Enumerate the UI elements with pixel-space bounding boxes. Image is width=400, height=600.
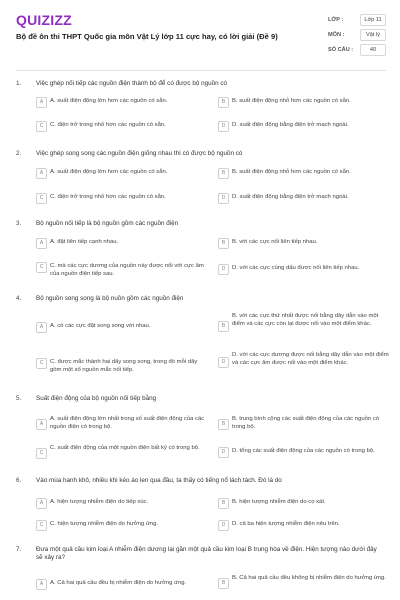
option-letter: B (218, 578, 229, 589)
question-text: Suất điện động của bộ nguồn nối tiếp bằng (36, 395, 157, 402)
option-text: A. đặt liên tiếp cạnh nhau. (50, 239, 119, 245)
option-letter: A (36, 579, 47, 590)
option-letter: D (218, 357, 229, 368)
option-letter: C (36, 520, 47, 531)
question-text: Việc ghép nối tiếp các nguồn điện thành bộ để có được bộ nguồn có (36, 80, 227, 87)
meta-label: MÔN : (328, 32, 345, 38)
option-text: C. suất điện động của một nguồn điện bất kỳ có trong bộ. (50, 445, 200, 451)
question-number: 5. (16, 395, 22, 402)
page-header (0, 0, 400, 70)
option-letter: B (218, 419, 229, 430)
meta-value: Vật lý (360, 29, 386, 41)
option-text: B. suất điện động nhỏ hơn các nguồn có sẵn. (232, 98, 351, 104)
option-letter: D (218, 264, 229, 275)
option-letter: C (36, 193, 47, 204)
option-letter: D (218, 121, 229, 132)
option-letter: C (36, 358, 47, 369)
question-text: Việc ghép song song các nguồn điện giống nhau thì có được bộ nguồn có (36, 150, 243, 157)
option-letter: A (36, 168, 47, 179)
meta-label: LỚP : (328, 17, 344, 23)
option-letter: A (36, 97, 47, 108)
option-letter: A (36, 498, 47, 509)
option-letter: B (218, 238, 229, 249)
option-text: D. suất điện động bằng điện trở mạch ngoài. (232, 122, 349, 128)
option-text: B. suất điện động nhỏ hơn các nguồn có sẵn. (232, 169, 351, 175)
option-letter: B (218, 321, 229, 332)
option-letter: C (36, 121, 47, 132)
option-letter: D (218, 447, 229, 458)
option-text: B. trung bình cộng các suất điện động của các nguồn có trong bộ. (232, 416, 380, 430)
question-text: Vào mùa hanh khô, nhiều khi kéo áo len qua đầu, ta thấy có tiếng nổ lách tách. Đó là do (36, 477, 282, 484)
option-text: B. với các cực thứ nhất được nối bằng dây dẫn vào một điểm và các cực còn lại được nối vào một điểm khác. (232, 313, 379, 327)
option-text: A. có các cực đặt song song với nhau. (50, 323, 151, 329)
option-text: C. điện trở trong nhỏ hơn các nguồn có sẵn. (50, 194, 166, 200)
quizizz-logo: QUIZIZZ (16, 12, 72, 28)
question-number: 4. (16, 295, 22, 302)
option-text: B. Cả hai quả cầu đều không bị nhiễm điện do hưởng ứng. (232, 575, 386, 581)
option-letter: D (218, 520, 229, 531)
option-text: D. với các cực cùng dấu được nối liên tiếp nhau. (232, 265, 360, 271)
meta-label: SỐ CÂU : (328, 47, 354, 53)
option-letter: A (36, 322, 47, 333)
option-text: D. với các cực dương được nối bằng dây dẫn vào một điểm và các cực âm được nối vào một điểm khác. (232, 352, 389, 366)
option-text: D. cả ba hiện tượng nhiễm điện nêu trên. (232, 521, 340, 527)
option-text: A. suất điện động lớn hơn các nguồn có sẵn. (50, 98, 168, 104)
option-letter: B (218, 168, 229, 179)
question-text: Bộ nguồn song song là bộ nuồn gồm các nguồn điện (36, 295, 184, 302)
option-letter: B (218, 498, 229, 509)
option-text: B. hiện tượng nhiễm điện do cọ xát. (232, 499, 326, 505)
question-number: 2. (16, 150, 22, 157)
question-number: 3. (16, 220, 22, 227)
option-text: A. suất điện động lớn hơn các nguồn có sẵn. (50, 169, 168, 175)
meta-value: Lớp 11 (360, 14, 386, 26)
question-number: 7. (16, 546, 22, 553)
header-divider (16, 70, 386, 71)
option-text: C. mà các cực dương của nguồn này được nối với cực âm của nguồn điện tiếp sau. (50, 263, 204, 277)
option-text: D. suất điện động bằng điện trở mạch ngoài. (232, 194, 349, 200)
option-letter: A (36, 238, 47, 249)
option-letter: B (218, 97, 229, 108)
option-text: C. hiện tượng nhiễm điện do hưởng ứng. (50, 521, 158, 527)
option-text: B. với các cực nối liên tiếp nhau. (232, 239, 318, 245)
document-title: Bộ đề ôn thi THPT Quốc gia môn Vật Lý lớp 11 cực hay, có lời giải (Đề 9) (16, 32, 278, 41)
option-text: A. hiện tượng nhiễm điện do tiếp xúc. (50, 499, 149, 505)
option-letter: D (218, 193, 229, 204)
option-letter: A (36, 419, 47, 430)
question-text: Bộ nguồn nối tiếp là bộ nguồn gồm các nguồn điện (36, 220, 179, 227)
option-text: C. được mắc thành hai dãy song song, trong đó mỗi dãy gồm một số nguồn mắc nối tiếp. (50, 359, 198, 373)
question-text: Đưa một quả cầu kim loại A nhiễm điện dương lại gần một quả cầu kim loại B trung hòa về điện. Hiện tượng nào dưới đây sẽ xảy ra? (36, 546, 377, 561)
option-text: A. suất điện động lớn nhất trong số suất điện động của các nguồn điện có trong bộ. (50, 416, 205, 430)
option-text: C. điện trở trong nhỏ hơn các nguồn có sẵn. (50, 122, 166, 128)
option-text: A. Cả hai quả cầu đều bị nhiễm điện do hưởng ứng. (50, 580, 187, 586)
question-number: 1. (16, 80, 22, 87)
option-letter: C (36, 262, 47, 273)
option-text: D. tổng các suất điện động của các nguồn có trong bộ. (232, 448, 375, 454)
question-number: 6. (16, 477, 22, 484)
option-letter: C (36, 448, 47, 459)
meta-value: 40 (360, 44, 386, 56)
